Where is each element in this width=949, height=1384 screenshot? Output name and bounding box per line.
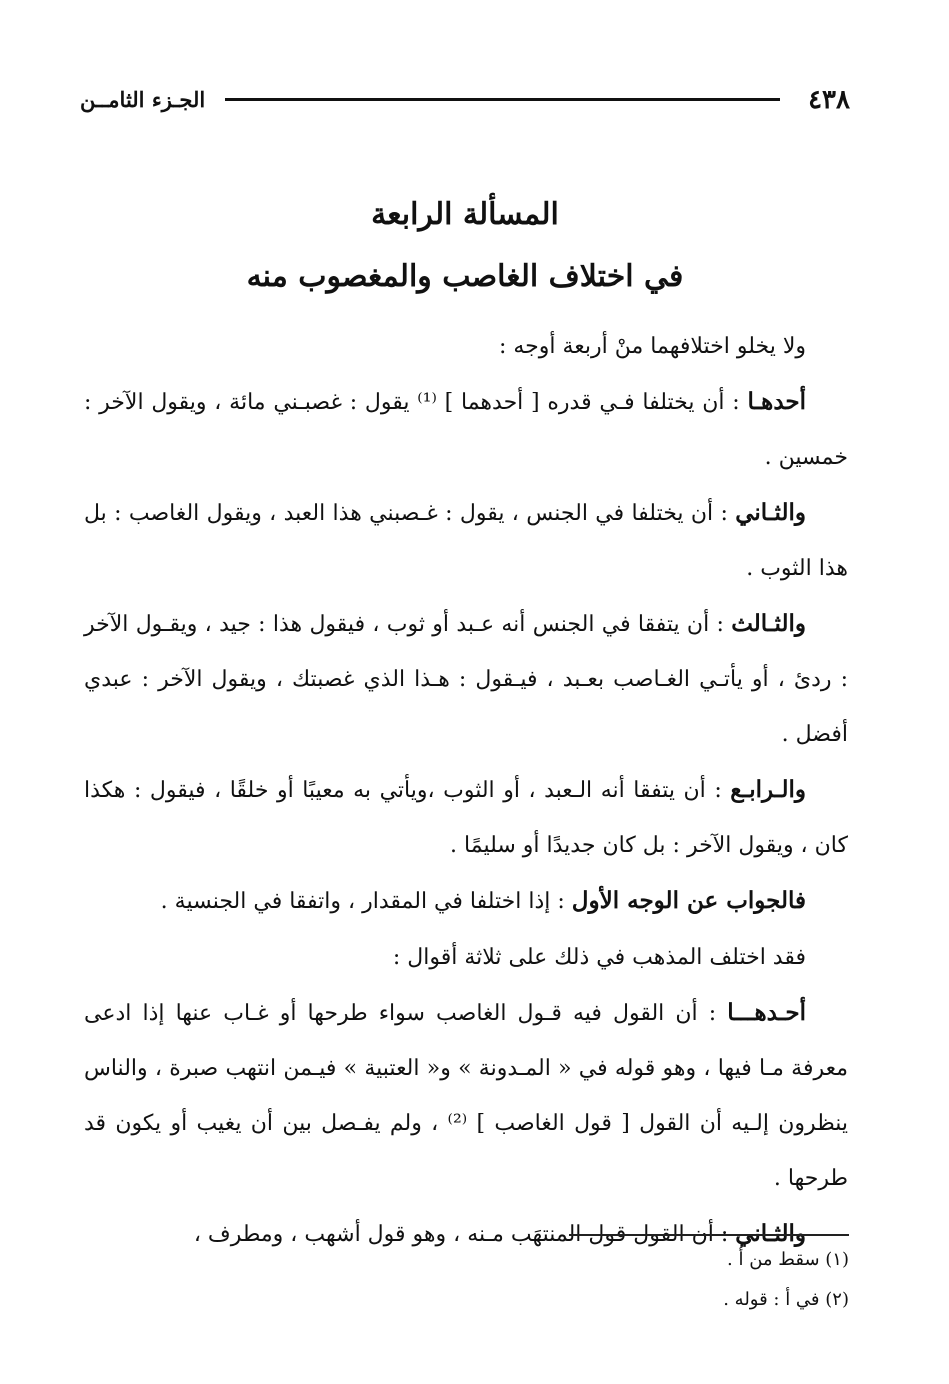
paragraph-text: : أن القول فيه قـول الغاصب سواء طرحها أو غـاب عنها إذا ادعى معرفة مـا فيها ، وهو قوله في « المـدونة » و« العتبية » فيـمن انتهب صبرة ، والناس ينظرون إلـيه أن القول [ قول الغاصب ] ⁽²⁾ ، ولم يفـصل بين أن يغيب أو يكون قد طرحها . [84,1001,849,1191]
paragraph-text: : أن يختلفا في الجنس ، يقول : غـصبني هذا العبد ، ويقول الغاصب : بل هذا الثوب . [84,501,848,581]
paragraph-lead: والثـالث [731,610,806,637]
paragraph [84,985,848,1206]
section-title: المسألة الرابعة [371,197,559,232]
paragraph-text: فقد اختلف المذهب في ذلك على ثلاثة أقوال : [392,945,806,970]
paragraph [84,762,848,873]
footnote: (٢) في أ : قوله . [723,1289,849,1310]
paragraph [84,929,848,985]
paragraph-text: : أن يختلفا فـي قدره [ أحدهما ] ⁽¹⁾ يقول : غصبـني مائة ، ويقول الآخر : خمسين . [84,390,848,470]
paragraph-text: : إذا اختلفا في المقدار ، واتفقا في الجنسية . [160,889,572,914]
section-subtitle: في اختلاف الغاصب والمغصوب منه [246,259,684,294]
paragraph [84,596,848,762]
part-title: الجـزء الثامــن [80,87,206,112]
footnote: (١) سقط من أ . [727,1249,849,1270]
footnotes [249,1240,849,1320]
header-rule [225,98,780,101]
paragraph-text: ولا يخلو اختلافهما منْ أربعة أوجه : [498,334,806,359]
paragraph [84,374,848,485]
paragraph-lead: والـرابـع [730,776,806,803]
paragraph-lead: والثـاني [735,1220,806,1247]
paragraph-text: : أن يتفقا أنه الـعبد ، أو الثوب ،ويأتي به معيبًا أو خلقًا ، فيقول : هكذا كان ، ويقول الآخر : بل كان جديدًا أو سليمًا . [84,778,848,858]
footnote-rule [569,1234,849,1236]
paragraph [84,873,848,929]
paragraph-text: : أن القول قول المنتهَب مـنه ، وهو قول أشهب ، ومطرف ، [193,1222,736,1247]
page-number: ٤٣٨ [808,85,850,115]
paragraph-lead: فالجواب عن الوجه الأول [571,887,806,914]
paragraph-lead: أحدهـا [747,388,806,415]
paragraph-lead: والثـاني [735,499,806,526]
paragraph [84,318,848,374]
paragraph [84,485,848,596]
body-text [84,318,848,1262]
running-header [80,80,850,120]
paragraph-text: : أن يتفقا في الجنس أنه عـبد أو ثوب ، فيقول هذا : جيد ، ويقـول الآخر : ردئ ، أو يأتـي الغـاصب بعـبد ، فيـقول : هـذا الذي غصبتك ، ويقول الآخر : عبدي أفضل . [84,612,848,747]
paragraph-lead: أحـدهـــا [727,999,806,1026]
